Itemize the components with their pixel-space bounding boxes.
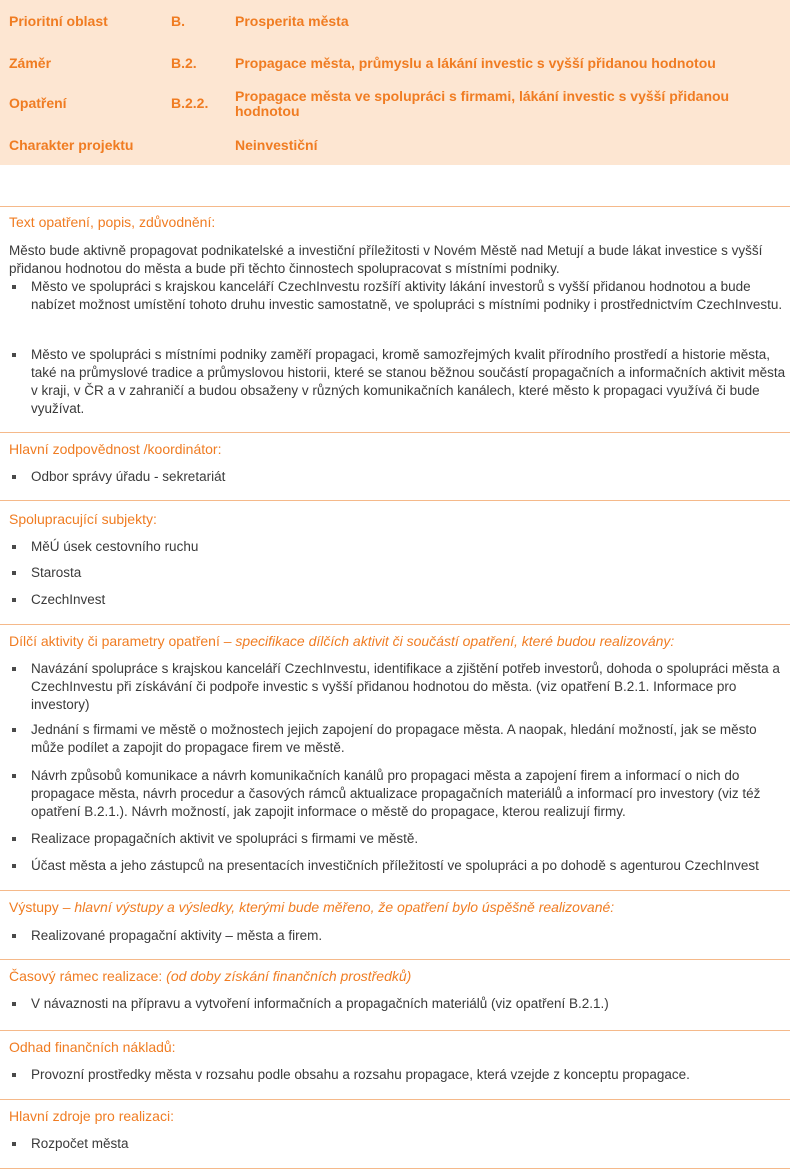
section-activities	[0, 624, 790, 873]
section-title-main: Výstupy	[9, 899, 59, 915]
section-title: Text opatření, popis, zdůvodnění:	[9, 214, 216, 230]
header-value: Propagace města ve spolupráci s firmami, lákání investic s vyšší přidanou hodnotou	[235, 88, 730, 119]
bullet-icon	[12, 837, 16, 841]
header-value: Neinvestiční	[235, 137, 318, 153]
list-item-text: Starosta	[31, 565, 82, 580]
section-title-sub: – specifikace dílčích aktivit či součástí opatření, které budou realizovány:	[219, 633, 675, 649]
bottom-divider	[0, 1168, 790, 1169]
list-item-text: MěÚ úsek cestovního ruchu	[31, 539, 199, 554]
section-title-sub: (od doby získání finančních prostředků)	[166, 968, 412, 984]
header-label: Záměr	[9, 55, 52, 71]
section-title-main: Dílčí aktivity či parametry opatření	[9, 633, 220, 649]
list-item-text: Město ve spolupráci s místními podniky zaměří propagaci, kromě samozřejmých kvalit přírodního prostředí a historie města, také na průmyslové tradice a průmyslovou historii, které se stanou běžnou součástí propagačních a informačních aktivit města v kraji, v ČR a v zahraničí a budou obsaženy v různých komunikačních kanálech, které město k propagaci využívá či bude využívat.	[31, 347, 786, 416]
header-code: B.	[171, 13, 185, 29]
header-code: B.2.	[171, 55, 197, 71]
list-item-text: Rozpočet města	[31, 1136, 129, 1151]
list-item-text: Provozní prostředky města v rozsahu podle obsahu a rozsahu propagace, která vzejde z konceptu propagace.	[31, 1067, 690, 1082]
section-title: Spolupracující subjekty:	[9, 511, 157, 527]
header-value: Prosperita města	[235, 13, 349, 29]
section-title-main: Časový rámec realizace:	[9, 968, 167, 984]
bullet-icon	[12, 774, 16, 778]
header-label: Opatření	[9, 95, 67, 111]
header-value: Propagace města, průmyslu a lákání investic s vyšší přidanou hodnotou	[235, 55, 716, 71]
list-item-text: Účast města a jeho zástupců na presentacích investičních příležitostí ve spolupráci a po dohodě s agenturou CzechInvest	[31, 858, 759, 873]
bullet-icon	[12, 728, 16, 732]
section-title-sub: – hlavní výstupy a výsledky, kterými bude měřeno, že opatření bylo úspěšně realizované:	[58, 899, 615, 915]
bullet-icon	[12, 353, 16, 357]
list-item-text: CzechInvest	[31, 592, 106, 607]
bullet-icon	[12, 934, 16, 938]
bullet-icon	[12, 1002, 16, 1006]
section-title: Hlavní zodpovědnost /koordinátor:	[9, 441, 222, 457]
bullet-icon	[12, 1073, 16, 1077]
list-item-text: Jednání s firmami ve městě o možnostech jejich zapojení do propagace města. A naopak, hledání možností, jak se město může podílet a zapojit do propagace firem ve městě.	[31, 722, 757, 755]
list-item-text: Návrh způsobů komunikace a návrh komunikačních kanálů pro propagaci města a zapojení firem a informací o nich do propagace města, návrh procedur a časových rámců aktualizace propagačních materiálů a informací pro investory (viz též opatření B.2.1.). Návrh možností, jak zapojit informace o městě do propagace, kterou realizují firmy.	[31, 768, 761, 819]
list-item-text: Město ve spolupráci s krajskou kanceláří CzechInvestu rozšíří aktivity lákání investorů s vyšší přidanou hodnotou a bude nabízet možnost umístění tohoto druhu investic samostatně, ve spolupráci s místními podniky i prostřednictvím CzechInvestu.	[31, 279, 783, 312]
section-sources	[0, 1099, 790, 1151]
bullet-icon	[12, 864, 16, 868]
list-item-text: Realizace propagačních aktivit ve spolupráci s firmami ve městě.	[31, 831, 419, 846]
bullet-icon	[12, 667, 16, 671]
bullet-icon	[12, 545, 16, 549]
section-title	[9, 633, 674, 649]
section-title	[9, 968, 411, 984]
header-label: Prioritní oblast	[9, 13, 108, 29]
section-timeframe	[0, 959, 790, 1011]
section-title: Hlavní zdroje pro realizaci:	[9, 1108, 174, 1124]
list-item-text: Navázání spolupráce s krajskou kanceláří CzechInvestu, identifikace a zjištění potřeb investorů, dohoda o spolupráci města a CzechInvestu při získávání či podpoře investic s vyšší přidanou hodnotou do města. (viz opatření B.2.1. Informace pro investory)	[31, 661, 780, 712]
header-label: Charakter projektu	[9, 137, 134, 153]
bullet-icon	[12, 475, 16, 479]
section-title	[9, 899, 614, 915]
measure-header	[0, 0, 790, 165]
list-item-text: Odbor správy úřadu - sekretariát	[31, 469, 226, 484]
section-costs	[0, 1030, 790, 1082]
section-outputs	[0, 890, 790, 943]
section-title: Odhad finančních nákladů:	[9, 1039, 176, 1055]
section-text	[0, 206, 790, 416]
bullet-icon	[12, 1142, 16, 1146]
section-partners	[0, 500, 790, 607]
bullet-icon	[12, 285, 16, 289]
header-code: B.2.2.	[171, 95, 209, 111]
section-intro: Město bude aktivně propagovat podnikatelské a investiční příležitosti v Novém Městě nad Metují a bude lákat investice s vyšší přidanou hodnotou do města a bude při těchto činnostech spolupracovat s místními podniky.	[9, 243, 763, 276]
list-item-text: Realizované propagační aktivity – města a firem.	[31, 928, 323, 943]
section-responsibility	[0, 432, 790, 484]
bullet-icon	[12, 571, 16, 575]
bullet-icon	[12, 598, 16, 602]
list-item-text: V návaznosti na přípravu a vytvoření informačních a propagačních materiálů (viz opatření B.2.1.)	[31, 996, 609, 1011]
